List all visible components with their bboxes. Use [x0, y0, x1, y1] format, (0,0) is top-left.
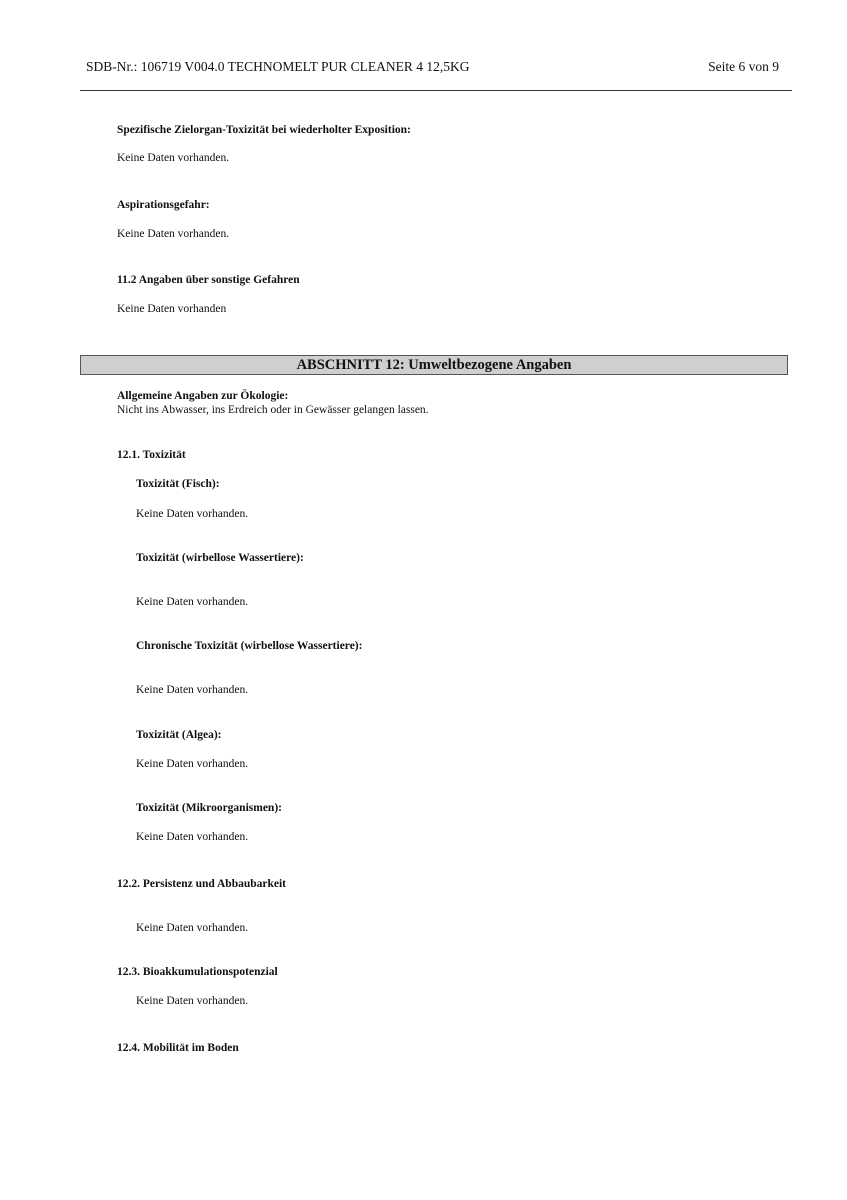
- header-divider: [80, 90, 792, 91]
- persistence-text: Keine Daten vorhanden.: [136, 922, 249, 934]
- toxicity-fish-text: Keine Daten vorhanden.: [136, 508, 249, 520]
- page-number: Seite 6 von 9: [708, 59, 779, 74]
- other-hazards-text: Keine Daten vorhanden: [117, 303, 227, 315]
- bioaccumulation-heading: 12.3. Bioakkumulationspotenzial: [117, 966, 278, 978]
- section-12-title-bar: ABSCHNITT 12: Umweltbezogene Angaben: [80, 355, 788, 375]
- bioaccumulation-text: Keine Daten vorhanden.: [136, 995, 249, 1007]
- toxicity-microorganisms-text: Keine Daten vorhanden.: [136, 831, 249, 843]
- chronic-toxicity-heading: Chronische Toxizität (wirbellose Wassertiere):: [136, 640, 363, 652]
- toxicity-heading: 12.1. Toxizität: [117, 449, 186, 461]
- persistence-heading: 12.2. Persistenz und Abbaubarkeit: [117, 878, 287, 890]
- toxicity-algae-heading: Toxizität (Algea):: [136, 729, 222, 741]
- toxicity-invertebrates-text: Keine Daten vorhanden.: [136, 596, 249, 608]
- chronic-toxicity-text: Keine Daten vorhanden.: [136, 684, 249, 696]
- toxicity-algae-text: Keine Daten vorhanden.: [136, 758, 249, 770]
- aspiration-text: Keine Daten vorhanden.: [117, 228, 230, 240]
- repeated-exposure-heading: Spezifische Zielorgan-Toxizität bei wiederholter Exposition:: [117, 124, 411, 136]
- ecology-general-heading: Allgemeine Angaben zur Ökologie:: [117, 390, 289, 402]
- aspiration-heading: Aspirationsgefahr:: [117, 199, 210, 211]
- toxicity-microorganisms-heading: Toxizität (Mikroorganismen):: [136, 802, 282, 814]
- toxicity-invertebrates-heading: Toxizität (wirbellose Wassertiere):: [136, 552, 304, 564]
- document-header-left: SDB-Nr.: 106719 V004.0 TECHNOMELT PUR CLEANER 4 12,5KG: [86, 59, 470, 74]
- ecology-general-text: Nicht ins Abwasser, ins Erdreich oder in Gewässer gelangen lassen.: [117, 404, 429, 416]
- repeated-exposure-text: Keine Daten vorhanden.: [117, 152, 230, 164]
- toxicity-fish-heading: Toxizität (Fisch):: [136, 478, 220, 490]
- other-hazards-heading: 11.2 Angaben über sonstige Gefahren: [117, 274, 300, 286]
- mobility-heading: 12.4. Mobilität im Boden: [117, 1042, 239, 1054]
